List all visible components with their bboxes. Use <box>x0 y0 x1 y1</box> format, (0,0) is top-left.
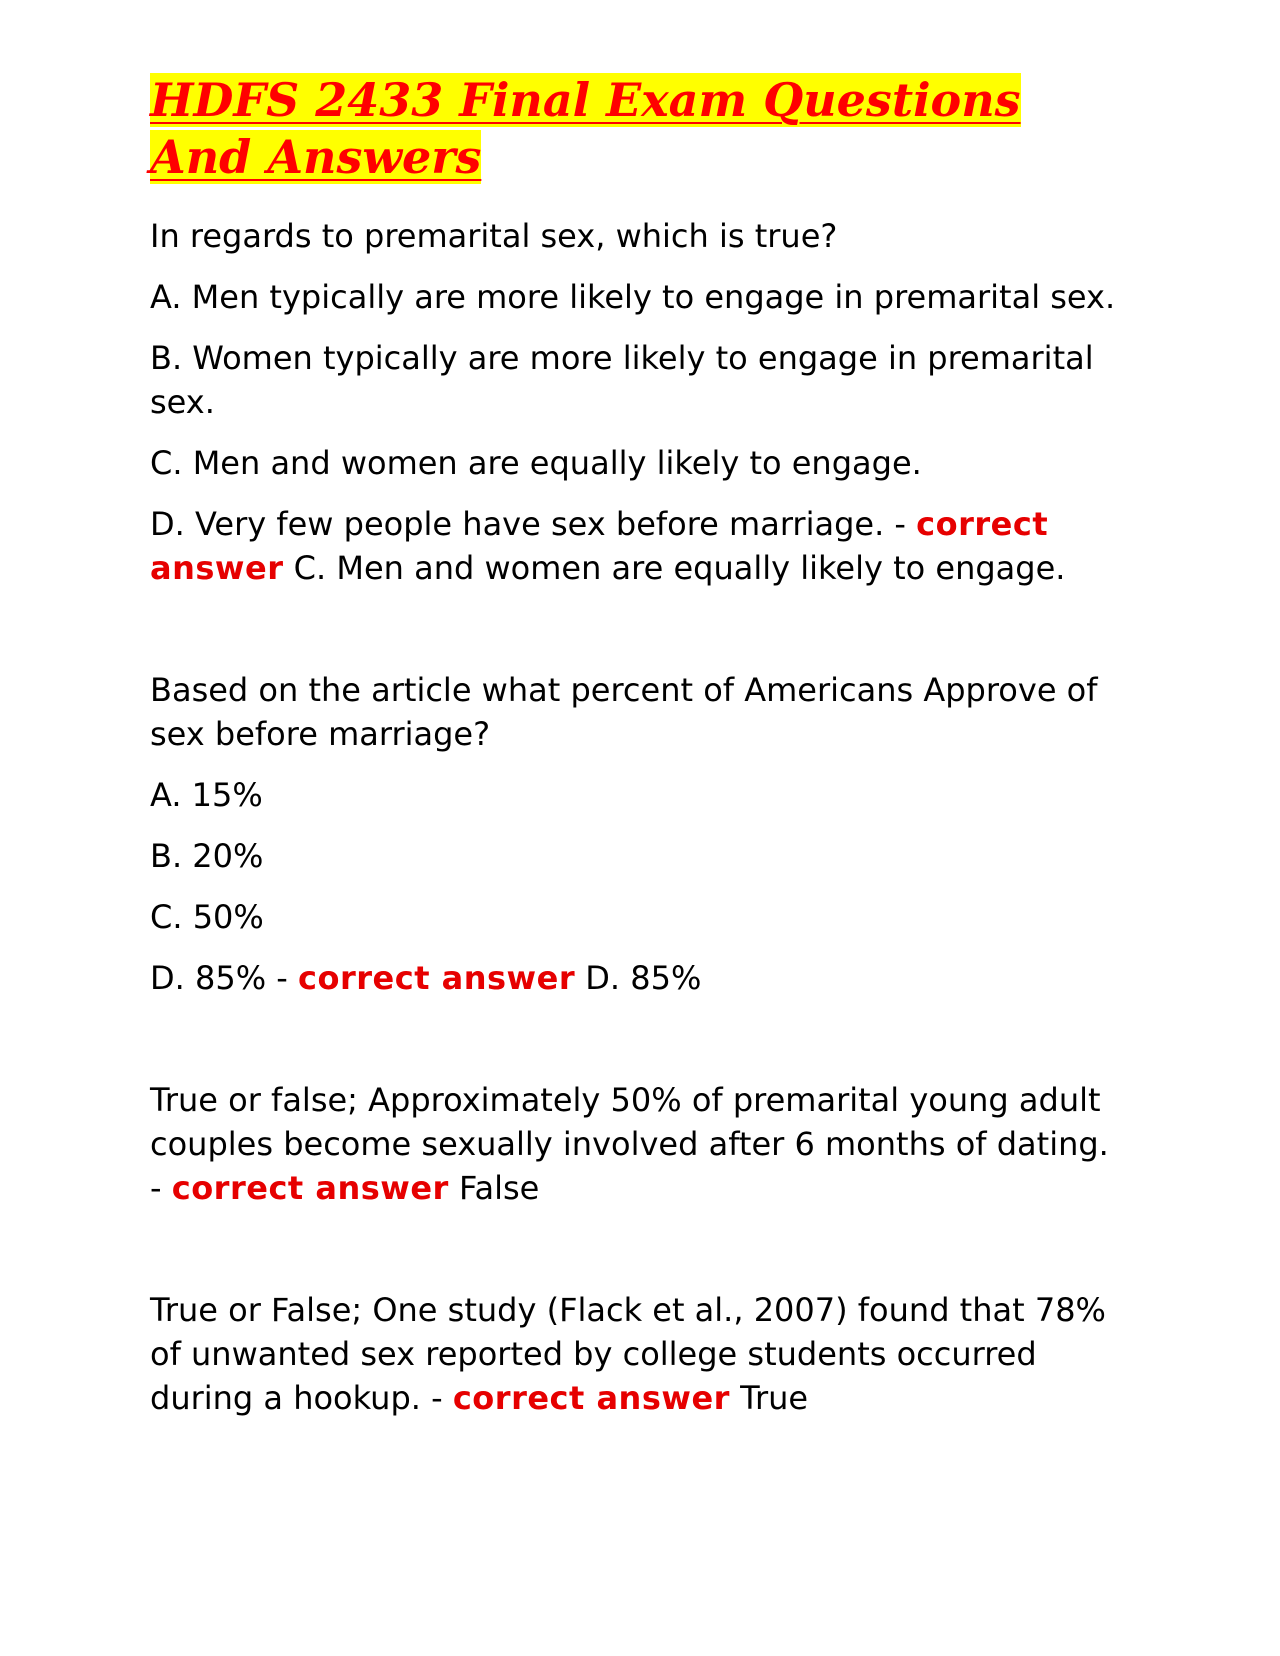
correct-answer-text: True <box>740 1379 809 1417</box>
answer-option: B. 20% <box>150 837 264 875</box>
answer-option: C. 50% <box>150 898 264 936</box>
answer-option: D. 85% - <box>150 959 298 997</box>
answer-option: A. 15% <box>150 776 263 814</box>
answer-option: A. Men typically are more likely to engage in premarital sex. <box>150 278 1116 316</box>
document-content <box>150 72 1130 1437</box>
answer-option: C. Men and women are equally likely to engage. <box>150 444 922 482</box>
correct-answer-text: C. Men and women are equally likely to engage. <box>293 549 1066 587</box>
correct-answer-label: correct answer <box>171 1169 449 1207</box>
answer-option-with-key <box>150 502 1130 590</box>
title-highlight: HDFS 2433 Final Exam Questions And Answers <box>150 73 1021 184</box>
question-prompt: In regards to premarital sex, which is true? <box>150 217 838 255</box>
answer-option: B. Women typically are more likely to engage in premarital sex. <box>150 339 1094 421</box>
answer-option: D. Very few people have sex before marriage. - <box>150 505 917 543</box>
correct-answer-label: correct answer <box>298 959 576 997</box>
correct-answer-label: correct answer <box>452 1379 730 1417</box>
question-prompt: True or false; Approximately 50% of premarital young adult couples become sexually involved after 6 months of dating. - <box>150 1081 1109 1207</box>
question-block <box>150 214 1130 590</box>
question-block <box>150 1078 1130 1210</box>
correct-answer-text: D. 85% <box>585 959 702 997</box>
question-prompt: Based on the article what percent of Americans Approve of sex before marriage? <box>150 671 1098 753</box>
document-title <box>150 72 1130 186</box>
question-block <box>150 668 1130 1000</box>
question-prompt: True or False; One study (Flack et al., 2007) found that 78% of unwanted sex reported by college students occurred during a hookup. - <box>150 1291 1106 1417</box>
question-separator <box>150 1227 1130 1288</box>
correct-answer-label: correct answer <box>150 505 1049 587</box>
true-false-question <box>150 1288 1130 1420</box>
answer-option-with-key <box>150 956 1130 1000</box>
question-block <box>150 1288 1130 1420</box>
question-separator <box>150 607 1130 668</box>
correct-answer-text: False <box>458 1169 540 1207</box>
question-separator <box>150 1017 1130 1078</box>
true-false-question <box>150 1078 1130 1210</box>
